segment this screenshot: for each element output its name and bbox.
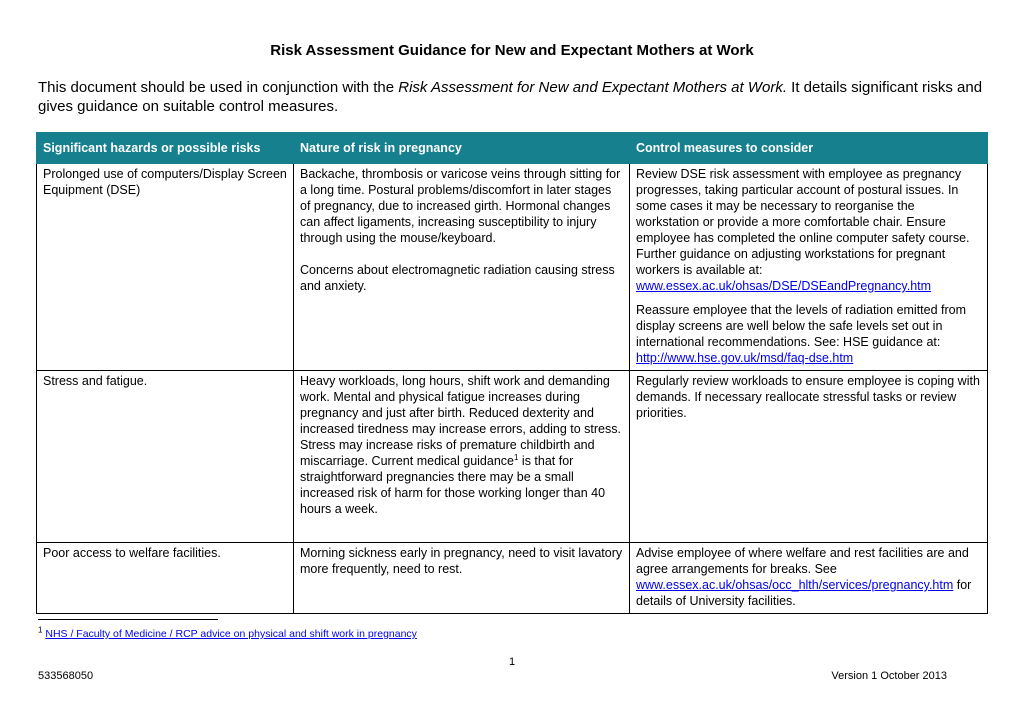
hazard-cell: Prolonged use of computers/Display Screen Equipment (DSE) <box>37 164 294 371</box>
control-text: Reassure employee that the levels of radiation emitted from display screens are well below the safe levels set out in international recommendations. See: HSE guidance at: <box>636 303 967 349</box>
table-header-row <box>37 133 988 164</box>
page-number: 1 <box>508 656 516 668</box>
control-cell: Regularly review workloads to ensure employee is coping with demands. If necessary reallocate stressful tasks or review priorities. <box>630 371 988 543</box>
welfare-facilities-link[interactable]: www.essex.ac.uk/ohsas/occ_hlth/services/pregnancy.htm <box>636 578 954 592</box>
document-title: Risk Assessment Guidance for New and Expectant Mothers at Work <box>270 42 754 59</box>
hse-guidance-link[interactable]: http://www.hse.gov.uk/msd/faq-dse.htm <box>636 351 854 365</box>
header-nature: Nature of risk in pregnancy <box>294 133 630 164</box>
nature-cell: Morning sickness early in pregnancy, need to visit lavatory more frequently, need to rest. <box>294 543 630 614</box>
version-label: Version 1 October 2013 <box>831 670 947 682</box>
nature-paragraph: Backache, thrombosis or varicose veins through sitting for a long time. Postural problems/discomfort in later stages of pregnancy, due to increased girth. Hormonal changes can affect ligaments, increasing susceptibility to injury through using the mouse/keyboard. <box>300 167 621 245</box>
intro-text-end: It details significant risks and gives guidance on suitable control measures. <box>38 79 983 115</box>
control-paragraph <box>636 166 981 294</box>
nature-cell <box>294 371 630 543</box>
risk-table <box>36 132 988 614</box>
hazard-cell: Stress and fatigue. <box>37 371 294 543</box>
nature-paragraph: Concerns about electromagnetic radiation causing stress and anxiety. <box>300 263 615 293</box>
table-row-welfare <box>37 543 988 614</box>
footnote-ref: 1 <box>513 452 519 462</box>
control-cell <box>630 543 988 614</box>
dse-pregnancy-link[interactable]: www.essex.ac.uk/ohsas/DSE/DSEandPregnancy.htm <box>636 279 932 293</box>
footnote-link[interactable]: NHS / Faculty of Medicine / RCP advice on physical and shift work in pregnancy <box>45 628 417 640</box>
intro-text-start: This document should be used in conjunction with the <box>38 79 399 96</box>
header-hazards: Significant hazards or possible risks <box>37 133 294 164</box>
document-id: 533568050 <box>38 670 94 682</box>
control-text: for details of University facilities. <box>636 578 972 608</box>
hazard-cell: Poor access to welfare facilities. <box>37 543 294 614</box>
control-cell <box>630 164 988 371</box>
table-row-dse <box>37 164 988 371</box>
nature-cell <box>294 164 630 371</box>
control-paragraph <box>636 302 981 366</box>
footnote-number: 1 <box>38 625 43 635</box>
nature-text: is that for straightforward pregnancies there may be a small increased risk of harm for those working longer than 40 hours a week. <box>300 454 606 516</box>
header-controls: Control measures to consider <box>630 133 988 164</box>
intro-paragraph <box>38 78 988 116</box>
control-text: Advise employee of where welfare and rest facilities are and agree arrangements for breaks. See <box>636 546 969 576</box>
nature-text: Heavy workloads, long hours, shift work and demanding work. Mental and physical fatigue increases during pregnancy and just after birth. Reduced dexterity and increased tiredness may increase errors, adding to stress. Stress may increase risks of premature childbirth and miscarriage. Current medical guidance <box>300 374 621 468</box>
table-row-stress <box>37 371 988 543</box>
footnote-separator <box>38 619 218 620</box>
control-text: Review DSE risk assessment with employee as pregnancy progresses, taking particular account of postural issues. In some cases it may be necessary to reorganise the workstation or provide a more comfortable chair. Ensure employee has completed the online computer safety course. Further guidance on adjusting workstations for pregnant workers is available at: <box>636 167 970 277</box>
intro-document-reference: Risk Assessment for New and Expectant Mothers at Work. <box>398 79 787 96</box>
footnote <box>38 625 417 640</box>
